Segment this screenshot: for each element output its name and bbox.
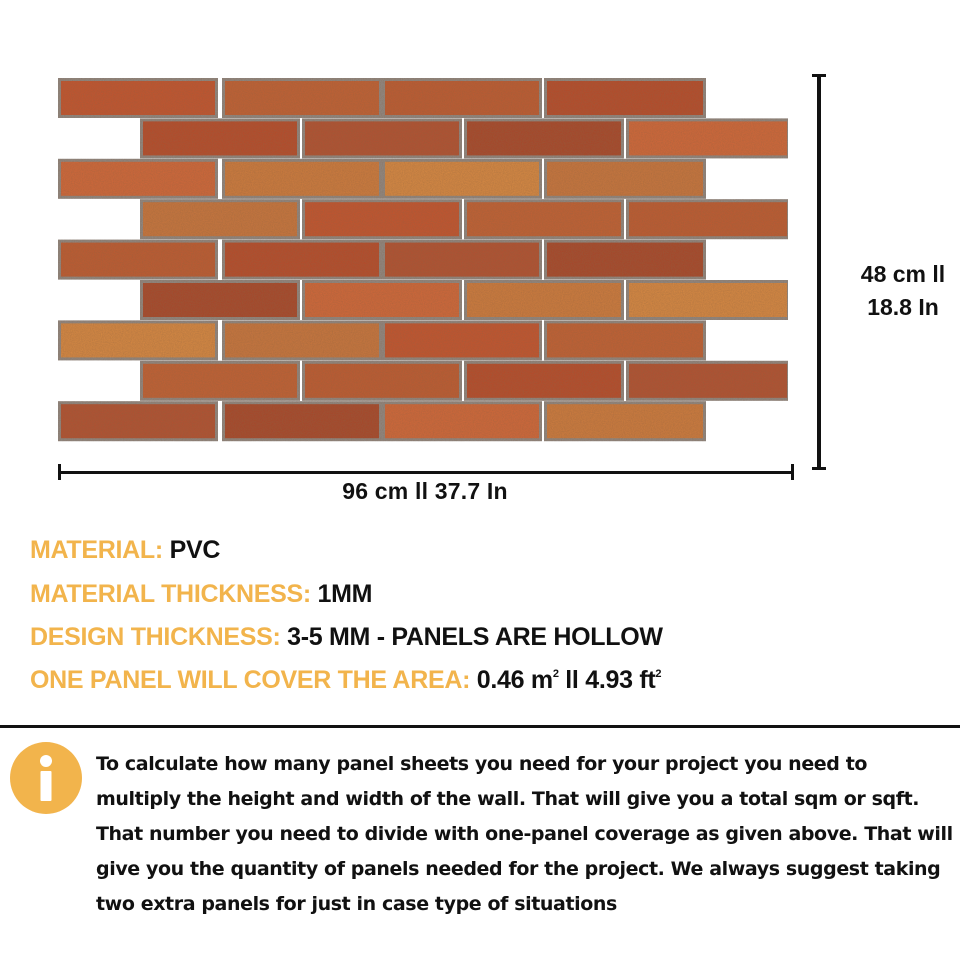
brick xyxy=(61,81,215,115)
height-label xyxy=(846,258,960,324)
brick xyxy=(225,162,379,196)
height-dimension-line xyxy=(812,74,826,470)
info-paragraph: To calculate how many panel sheets you need for your project you need to multiply the height and width of the wall. That will give you a total sqm or sqft. That number you need to divide with one-panel coverage as given above. That will give you the quantity of panels needed for the project. We always suggest taking two extra panels for just in case type of situations xyxy=(96,753,953,915)
brick xyxy=(547,404,703,438)
width-label: 96 cm ll 37.7 In xyxy=(342,478,508,504)
spec-material-label: MATERIAL: xyxy=(30,536,163,564)
brick xyxy=(629,364,787,398)
brick xyxy=(385,404,539,438)
brick xyxy=(61,404,215,438)
brick xyxy=(61,323,215,357)
brick xyxy=(385,323,539,357)
spec-coverage xyxy=(30,666,661,695)
height-label-line2: 18.8 In xyxy=(867,294,939,320)
spec-material-thickness xyxy=(30,580,372,609)
info-icon xyxy=(10,742,82,814)
spec-coverage-label: ONE PANEL WILL COVER THE AREA: xyxy=(30,666,471,694)
brick xyxy=(467,202,621,236)
brick xyxy=(143,121,297,155)
brick xyxy=(385,81,539,115)
brick xyxy=(143,202,297,236)
brick xyxy=(547,323,703,357)
brick-panel-image xyxy=(58,78,788,442)
brick xyxy=(385,243,539,277)
section-divider xyxy=(0,725,960,728)
width-dimension-line xyxy=(58,468,794,478)
spec-thickness-value: 1MM xyxy=(317,580,373,608)
spec-design-value: 3-5 MM - PANELS ARE HOLLOW xyxy=(287,623,663,651)
brick xyxy=(547,81,703,115)
brick xyxy=(225,81,379,115)
brick xyxy=(629,121,787,155)
brick xyxy=(225,323,379,357)
spec-design-label: DESIGN THICKNESS: xyxy=(30,623,281,651)
brick xyxy=(467,121,621,155)
spec-thickness-label: MATERIAL THICKNESS: xyxy=(30,580,311,608)
spec-material xyxy=(30,536,220,565)
brick xyxy=(225,243,379,277)
brick xyxy=(61,162,215,196)
brick xyxy=(305,283,459,317)
brick xyxy=(143,283,297,317)
spec-coverage-value: 0.46 $m^2$ ll 4.93 $ft^2$ xyxy=(476,666,662,694)
brick xyxy=(629,283,787,317)
brick xyxy=(467,283,621,317)
height-label-line1: 48 cm ll xyxy=(860,261,946,287)
brick xyxy=(61,243,215,277)
brick xyxy=(467,364,621,398)
brick xyxy=(547,162,703,196)
brick xyxy=(385,162,539,196)
brick xyxy=(305,364,459,398)
spec-material-value: PVC xyxy=(169,536,221,564)
brick xyxy=(629,202,787,236)
brick xyxy=(305,121,459,155)
brick xyxy=(305,202,459,236)
brick xyxy=(143,364,297,398)
spec-design-thickness xyxy=(30,623,663,652)
brick xyxy=(547,243,703,277)
brick xyxy=(225,404,379,438)
